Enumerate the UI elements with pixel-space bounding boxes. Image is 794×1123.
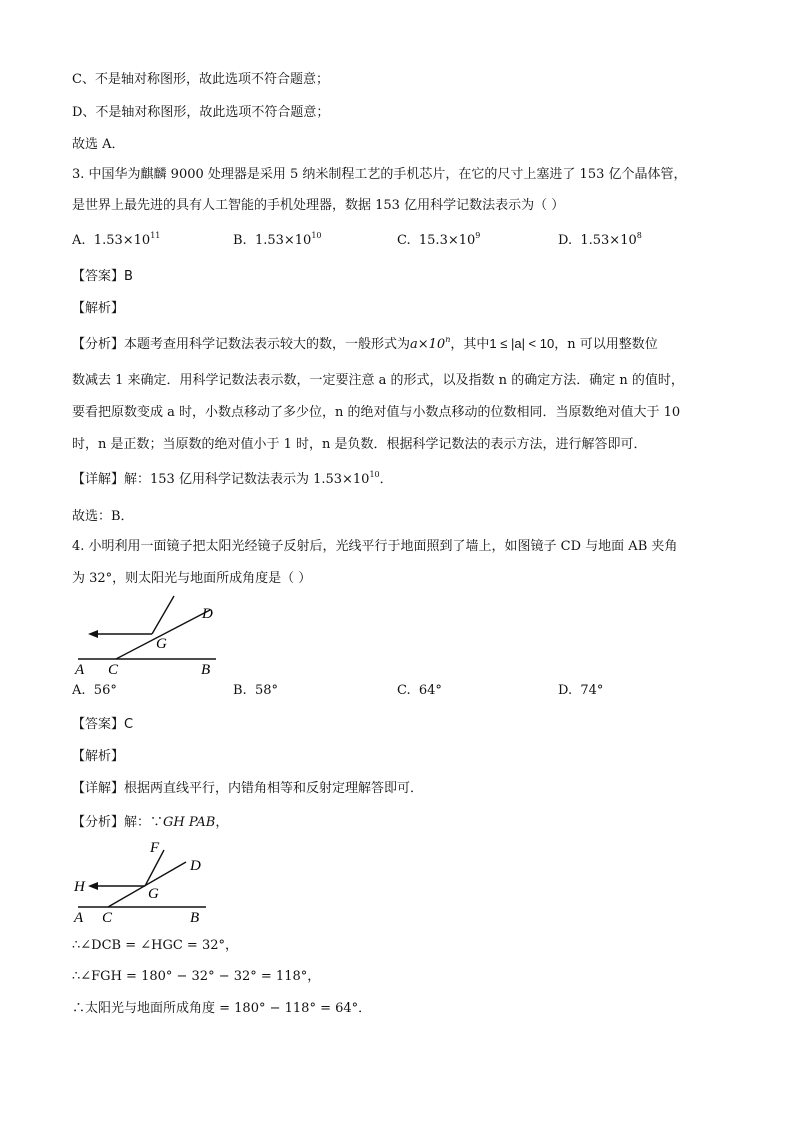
q4-option-a: A. 56°: [72, 683, 117, 698]
q3-text-line-2: 是世界上最先进的具有人工智能的手机处理器，数据 153 亿用科学记数法表示为（ ）: [72, 198, 565, 213]
label-c: C: [108, 662, 119, 678]
q4-analysis: 【分析】解：∵GH PAB，: [72, 815, 229, 830]
label-b: B: [190, 910, 200, 926]
q4-option-d: D. 74°: [558, 683, 604, 698]
q4-figure-mirror: [70, 592, 230, 682]
q3-analysis-line-4: 时，n 是正数；当原数的绝对值小于 1 时，n 是负数．根据科学记数法的表示方法，进行解答即可．: [72, 437, 647, 452]
q3-option-b: B. $1.53\times 10^{10}$: [233, 231, 322, 248]
q3-option-d: D. $1.53\times 10^8$: [558, 231, 642, 248]
q4-option-b: B. 58°: [233, 683, 278, 698]
option-c-explanation: C、不是轴对称图形，故此选项不符合题意；: [72, 72, 329, 87]
arrow-head-icon: [88, 882, 98, 890]
choose-line: 故选 A．: [72, 137, 125, 152]
q3-analysis-line-2: 数减去 1 来确定．用科学记数法表示数，一定要注意 a 的形式，以及指数 n 的确定方法．确定 n 的值时，: [72, 373, 684, 388]
q4-step-1: ∴∠DCB = ∠HGC = 32°，: [72, 938, 239, 953]
q4-detail: 【详解】根据两直线平行，内错角相等和反射定理解答即可．: [72, 781, 424, 796]
q3-analysis-heading: 【解析】: [72, 301, 125, 316]
sun-ray-line: [152, 596, 174, 634]
q4-option-c: C. 64°: [397, 683, 442, 698]
q4-analysis-heading: 【解析】: [72, 749, 125, 764]
mirror-line-cd: [108, 862, 186, 907]
q3-option-a: A. $1.53\times 10^{11}$: [72, 231, 161, 248]
label-b: B: [201, 662, 211, 678]
q3-analysis-line-3: 要看把原数变成 a 时，小数点移动了多少位，n 的绝对值与小数点移动的位数相同．当原数绝对值大于 10: [72, 405, 681, 420]
q3-option-c: C. $15.3\times 10^9$: [397, 231, 481, 248]
label-g: G: [156, 636, 167, 652]
q4-step-2: ∴∠FGH = 180° − 32° − 32° = 118°，: [72, 969, 321, 984]
q4-step-3: ∴太阳光与地面所成角度 = 180° − 118° = 64°．: [72, 1001, 372, 1016]
q4-text-line-1: 4. 小明利用一面镜子把太阳光经镜子反射后，光线平行于地面照到了墙上，如图镜子 CD 与地面 AB 夹角: [72, 539, 678, 554]
q3-options: [72, 231, 732, 253]
arrow-head-icon: [88, 630, 98, 638]
q4-answer: 【答案】C: [72, 717, 134, 732]
q4-options: [72, 683, 732, 705]
q3-analysis-line-1: 【分析】本题考查用科学记数法表示较大的数，一般形式为$a\times 10^n$，其中1 ≤ |a| < 10，n 可以用整数位: [72, 335, 658, 352]
label-a: A: [74, 910, 84, 926]
label-f: F: [150, 840, 160, 856]
option-d-explanation: D、不是轴对称图形，故此选项不符合题意；: [72, 105, 330, 120]
label-g: G: [148, 886, 159, 902]
q3-detail: 【详解】解：153 亿用科学记数法表示为 $1.53\times 10^{10}$．: [72, 470, 393, 487]
q3-choose: 故选：B．: [72, 509, 134, 524]
label-c: C: [102, 910, 113, 926]
label-a: A: [75, 662, 85, 678]
q4-figure-solution: [70, 836, 230, 928]
q4-text-line-2: 为 32°，则太阳光与地面所成角度是（ ）: [72, 571, 312, 586]
label-h: H: [74, 879, 85, 895]
q3-text-line-1: 3. 中国华为麒麟 9000 处理器是采用 5 纳米制程工艺的手机芯片，在它的尺寸上塞进了 153 亿个晶体管，: [72, 167, 687, 182]
label-d: D: [202, 606, 213, 622]
q3-answer: 【答案】B: [72, 269, 133, 284]
label-d: D: [190, 858, 201, 874]
